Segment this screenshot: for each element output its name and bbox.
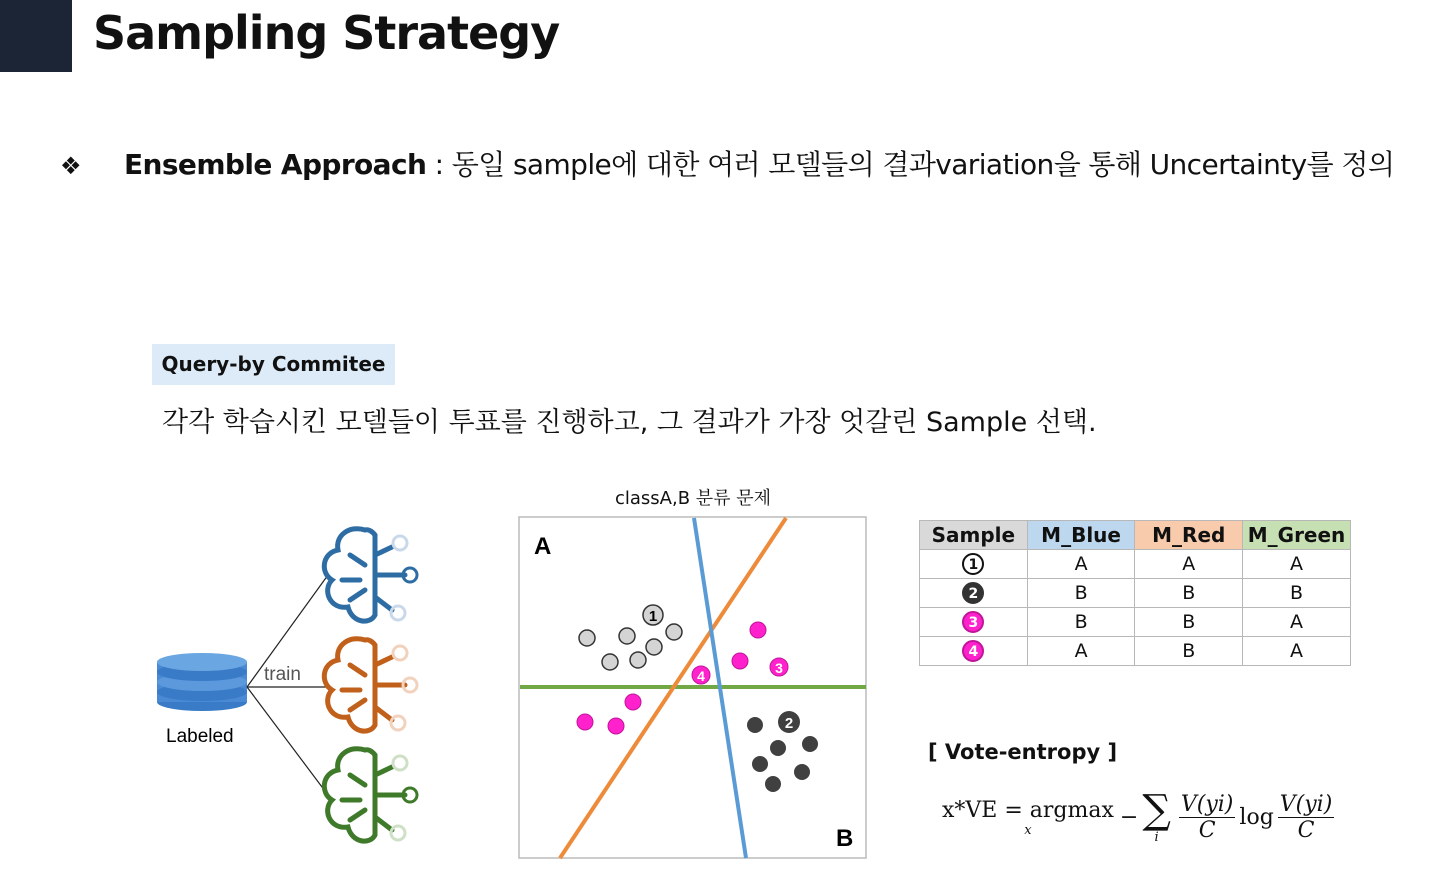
svg-text:4: 4 [697, 668, 705, 684]
bullet-description: : 동일 sample에 대한 여러 모델들의 결과variation을 통해 Uncertainty를 정의 [426, 148, 1395, 181]
vote-cell: B [1027, 579, 1135, 608]
ensemble-diagram [150, 500, 430, 860]
class-b-point [752, 756, 768, 772]
class-b-point [770, 740, 786, 756]
vote-cell: A [1243, 550, 1351, 579]
train-label: train [264, 664, 301, 685]
formula-lhs: x*VE = argmax x [942, 797, 1114, 838]
database-icon [157, 653, 247, 711]
sample-badge: 3 [962, 611, 984, 633]
class-a-point [630, 652, 646, 668]
class-a-point [666, 624, 682, 640]
vote-cell: A [1243, 637, 1351, 666]
formula-fraction: $\frac{V(yi)}{C}$ [1180, 792, 1234, 843]
vote-table [919, 520, 1351, 666]
class-a-point [646, 639, 662, 655]
class-a-point [579, 630, 595, 646]
scatter-caption: classA,B 분류 문제 [614, 488, 772, 509]
sample-2-marker [778, 711, 800, 733]
vote-cell: B [1135, 637, 1243, 666]
class-b-point [747, 717, 763, 733]
vote-table-header [920, 521, 1351, 550]
table-row [920, 579, 1351, 608]
sample-badge: 1 [962, 553, 984, 575]
brain-model-orange-icon [324, 639, 417, 731]
sample-cell [920, 608, 1028, 637]
sample-cell [920, 579, 1028, 608]
svg-text:3: 3 [775, 660, 783, 676]
edge-bottom [247, 687, 328, 795]
table-row [920, 608, 1351, 637]
sample-1-marker [643, 605, 663, 625]
qbc-description: 각각 학습시킨 모델들이 투표를 진행하고, 그 결과가 가장 엇갈린 Sample 선택. [162, 407, 1097, 438]
table-row [920, 550, 1351, 579]
svg-text:1: 1 [648, 608, 658, 625]
header-sample: Sample [920, 521, 1028, 550]
sample-badge: 2 [962, 582, 984, 604]
vote-cell: B [1027, 608, 1135, 637]
class-b-label: B [836, 825, 854, 852]
vote-cell: A [1135, 550, 1243, 579]
formula-sum: ∑ i [1142, 787, 1171, 845]
vote-cell: B [1135, 608, 1243, 637]
sample-badge: 4 [962, 640, 984, 662]
pink-point [750, 622, 766, 638]
class-a-label: A [534, 533, 552, 560]
svg-text:2: 2 [784, 715, 794, 732]
vote-cell: A [1027, 637, 1135, 666]
vote-cell: B [1243, 579, 1351, 608]
page-title: Sampling Strategy [93, 6, 560, 60]
brain-model-blue-icon [324, 529, 417, 621]
sample-cell [920, 637, 1028, 666]
dataset-label: Labeled [166, 726, 234, 747]
ensemble-bullet [60, 143, 1394, 183]
pink-point [577, 714, 593, 730]
class-b-point [794, 764, 810, 780]
class-b-point [802, 736, 818, 752]
vote-cell: A [1027, 550, 1135, 579]
sample-3-marker [770, 658, 788, 676]
vote-cell: A [1243, 608, 1351, 637]
title-accent-block [0, 0, 72, 72]
sample-4-marker [692, 666, 710, 684]
formula-log: log [1239, 805, 1274, 830]
pink-point [625, 694, 641, 710]
pink-point [608, 718, 624, 734]
vote-entropy-formula: x*VE = argmax x − ∑ i $\frac{V(yi)}{C}$ log $\frac{V(yi)}{C}$ [942, 787, 1333, 845]
diamond-bullet-icon: ❖ [60, 152, 82, 180]
class-a-point [619, 628, 635, 644]
classification-scatter [518, 516, 868, 860]
qbc-label: Query-by Commitee [152, 344, 395, 385]
vote-entropy-title: [ Vote-entropy ] [928, 740, 1118, 764]
brain-model-green-icon [324, 749, 417, 841]
formula-fraction: $\frac{V(yi)}{C}$ [1279, 792, 1333, 843]
vote-cell: B [1135, 579, 1243, 608]
class-b-point [765, 776, 781, 792]
sample-cell [920, 550, 1028, 579]
pink-point [732, 653, 748, 669]
table-row [920, 637, 1351, 666]
header-m-green: M_Green [1243, 521, 1351, 550]
class-a-point [602, 654, 618, 670]
header-m-blue: M_Blue [1027, 521, 1135, 550]
header-m-red: M_Red [1135, 521, 1243, 550]
bullet-term: Ensemble Approach [124, 148, 427, 181]
